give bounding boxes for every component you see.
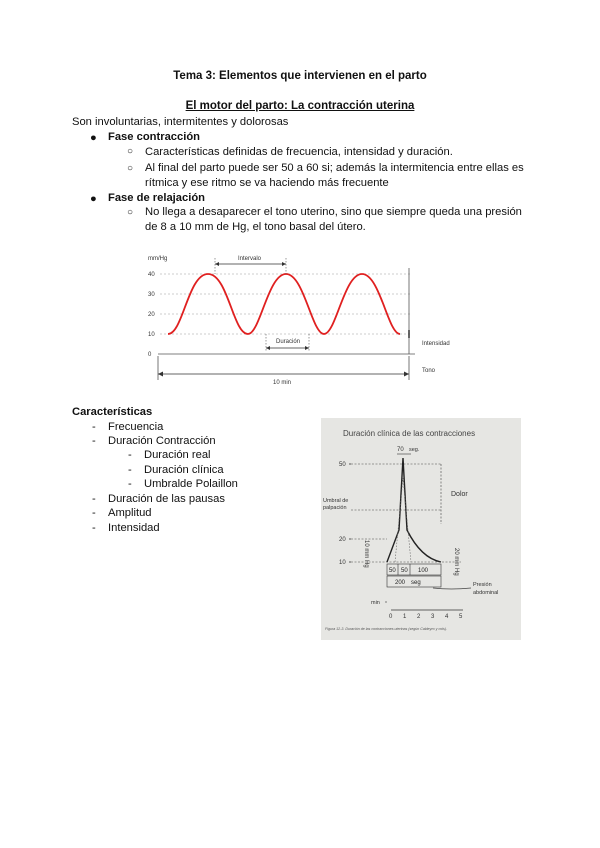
- segment-b: 50: [401, 568, 408, 574]
- section-subtitle: El motor del parto: La contracción uterina: [185, 100, 415, 112]
- dash-bullet: -: [92, 522, 96, 534]
- x-tick-5: 5: [459, 614, 463, 620]
- dash-bullet: -: [92, 421, 96, 433]
- y-tick-10: 10: [148, 332, 155, 338]
- circle-bullet-icon: ○: [127, 207, 134, 218]
- char-item-frecuencia: Frecuencia: [108, 421, 164, 433]
- char-item-duracion: Duración Contracción: [108, 435, 216, 447]
- page-title: Tema 3: Elementos que intervienen en el parto: [173, 70, 427, 82]
- pressure-label-2: abdominal: [473, 590, 499, 596]
- y-value-10: 10: [339, 560, 346, 566]
- x-tick-2: 2: [417, 614, 421, 620]
- pain-label: Dolor: [451, 491, 468, 498]
- mmhg-right-label: 20 mm Hg: [453, 548, 459, 576]
- bullet-dot-icon: ●: [90, 193, 97, 205]
- clinical-duration-diagram: [321, 418, 521, 640]
- tone-label: Tono: [422, 368, 436, 374]
- segment-a: 50: [389, 568, 396, 574]
- x-tick-4: 4: [445, 614, 449, 620]
- phase-contraction-item-2: Al final del parto puede ser 50 a 60 si; además la intermitencia entre ellas es: [145, 162, 524, 174]
- x-tick-0: 0: [389, 614, 393, 620]
- char-item-amplitud: Amplitud: [108, 507, 152, 519]
- y-tick-40: 40: [148, 272, 155, 278]
- top-unit: seg.: [409, 447, 420, 453]
- threshold-label: Umbral de: [323, 498, 349, 504]
- circle-bullet-icon: ○: [127, 163, 134, 174]
- char-subitem-real: Duración real: [144, 449, 211, 461]
- y-unit-label: mm/Hg: [148, 256, 168, 262]
- duration-label: Duración: [276, 339, 301, 345]
- bullet-dot-icon: ●: [90, 132, 97, 144]
- contraction-wave-diagram: [140, 248, 470, 388]
- intensity-label: Intensidad: [422, 341, 450, 347]
- characteristics-heading: Características: [72, 406, 153, 418]
- dash-bullet: -: [92, 435, 96, 447]
- x-tick-1: 1: [403, 614, 407, 620]
- dash-bullet: -: [92, 507, 96, 519]
- dash-bullet: -: [128, 464, 132, 476]
- circle-bullet-icon: ○: [127, 146, 134, 157]
- phase-relaxation-label: Fase de relajación: [108, 192, 206, 204]
- y-tick-30: 30: [148, 292, 155, 298]
- mmhg-left-label: 10 mm Hg: [363, 540, 369, 568]
- x-unit-label: min: [371, 600, 380, 606]
- figure-caption: Figura 12-3. Duración de las contracciones uterinas (según Caldeyro y cols).: [325, 627, 448, 631]
- phase-contraction-item-1: Características definidas de frecuencia, intensidad y duración.: [145, 146, 453, 158]
- phase-contraction-item-2b: rítmica y ese ritmo se va haciendo más frecuente: [145, 177, 389, 189]
- dash-bullet: -: [128, 478, 132, 490]
- char-subitem-umbral: Umbralde Polaillon: [144, 478, 238, 490]
- y-value-20: 20: [339, 537, 346, 543]
- dash-bullet: -: [128, 449, 132, 461]
- char-item-intensidad: Intensidad: [108, 522, 160, 534]
- y-value-50: 50: [339, 462, 346, 468]
- dash-bullet: -: [92, 493, 96, 505]
- total-unit: seg: [411, 580, 421, 586]
- top-value: 70: [397, 447, 404, 453]
- intro-text: Son involuntarias, intermitentes y dolorosas: [72, 116, 289, 128]
- phase-contraction-label: Fase contracción: [108, 131, 201, 143]
- pressure-label: Presión: [473, 582, 492, 588]
- interval-label: Intervalo: [238, 256, 262, 262]
- segment-c: 100: [418, 568, 429, 574]
- x-tick-3: 3: [431, 614, 435, 620]
- figure-title: Duración clínica de las contracciones: [343, 429, 476, 438]
- gridlines: [160, 274, 410, 334]
- threshold-label-2: palpación: [323, 505, 347, 511]
- char-subitem-clinica: Duración clínica: [144, 464, 224, 476]
- phase-relaxation-item-1: No llega a desaparecer el tono uterino, sino que siempre queda una presión: [145, 206, 522, 218]
- char-item-pausas: Duración de las pausas: [108, 493, 225, 505]
- y-tick-20: 20: [148, 312, 155, 318]
- y-tick-0: 0: [148, 352, 152, 358]
- scanned-figure: [321, 418, 521, 640]
- total-value: 200: [395, 580, 406, 586]
- time-label: 10 min: [273, 380, 292, 386]
- phase-relaxation-item-2: de 8 a 10 mm de Hg, el tono basal del útero.: [145, 221, 366, 233]
- contraction-wave: [168, 274, 400, 334]
